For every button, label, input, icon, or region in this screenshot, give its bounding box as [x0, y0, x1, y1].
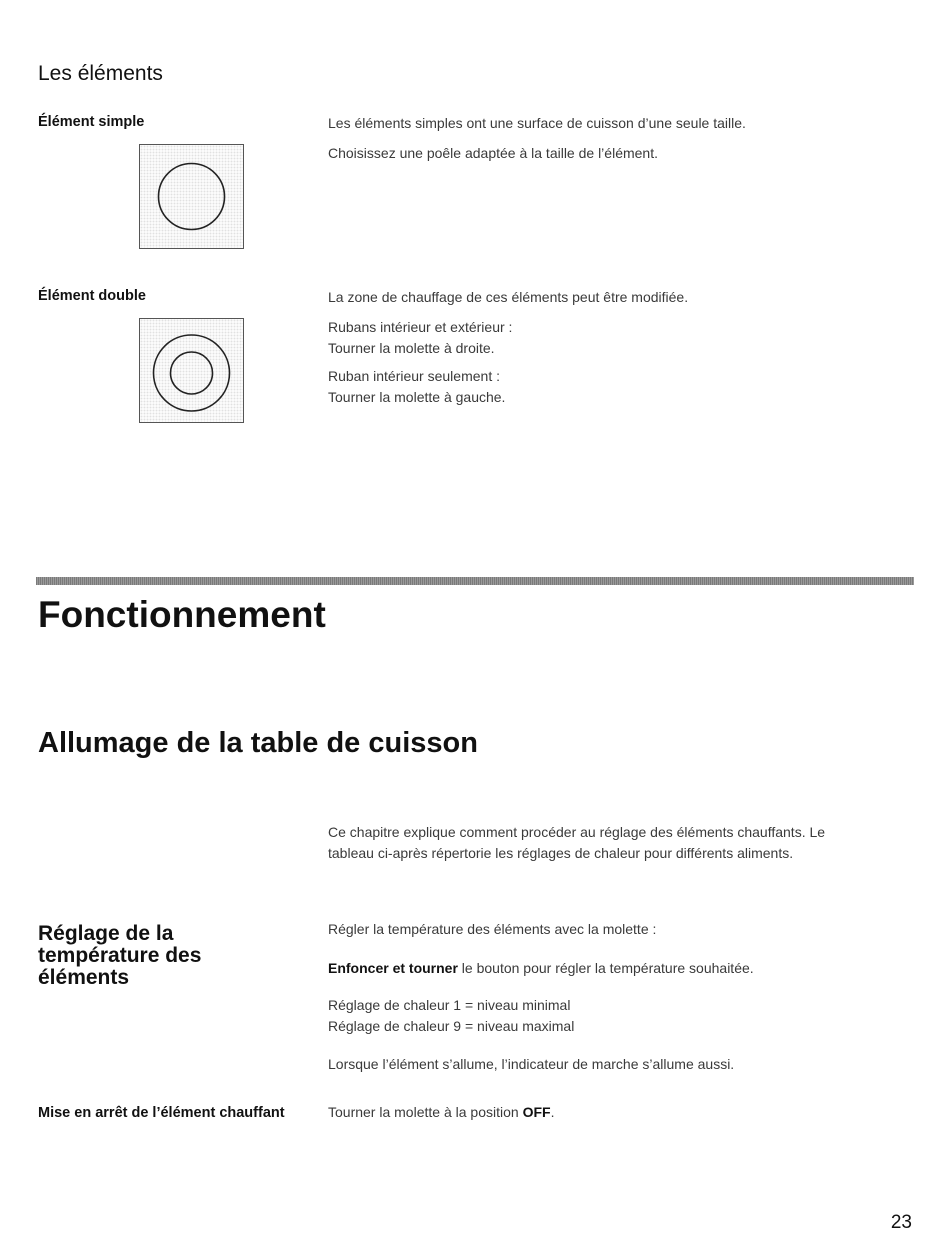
off-emphasis: OFF — [522, 1104, 551, 1120]
switch-off-label: Mise en arrêt de l’élément chauffant — [38, 1105, 285, 1121]
press-turn-emphasis: Enfoncer et tourner — [328, 960, 458, 976]
chapter-divider — [36, 577, 914, 585]
temperature-instructions — [328, 919, 918, 1075]
simple-line-2: Choisissez une poêle adaptée à la taille de l’élément. — [328, 145, 658, 161]
double-inner-ring-2: Tourner la molette à gauche. — [328, 389, 506, 405]
intro-line-1: Ce chapitre explique comment procéder au réglage des éléments chauffants. Le — [328, 824, 826, 840]
double-element-figure — [139, 318, 244, 423]
double-element-description — [328, 287, 908, 408]
switch-off-description — [328, 1102, 918, 1123]
double-ring-icon — [140, 319, 243, 422]
temperature-step-2 — [328, 958, 918, 979]
page-number: 23 — [890, 1212, 912, 1233]
double-both-rings-1: Rubans intérieur et extérieur : — [328, 319, 513, 335]
turn-on-intro — [328, 822, 918, 864]
label-double-element: Élément double — [38, 288, 146, 304]
simple-element-description — [328, 113, 908, 164]
switch-off-text-before: Tourner la molette à la position — [328, 1104, 523, 1120]
double-both-rings-2: Tourner la molette à droite. — [328, 340, 495, 356]
single-ring-icon — [140, 145, 243, 248]
simple-line-1: Les éléments simples ont une surface de cuisson d’une seule taille. — [328, 115, 746, 131]
intro-line-2: tableau ci-après répertorie les réglages de chaleur pour différents aliments. — [328, 845, 794, 861]
switch-off-text-after: . — [550, 1104, 555, 1120]
heat-level-max: Réglage de chaleur 9 = niveau maximal — [328, 1018, 575, 1034]
double-inner-ring-1: Ruban intérieur seulement : — [328, 368, 500, 384]
temperature-heading: Réglage de la température des éléments — [38, 922, 202, 989]
double-intro: La zone de chauffage de ces éléments peut être modifiée. — [328, 289, 689, 305]
label-simple-element: Élément simple — [38, 114, 145, 130]
topic-title: Allumage de la table de cuisson — [38, 727, 478, 759]
section-heading-elements: Les éléments — [38, 62, 163, 85]
heat-level-min: Réglage de chaleur 1 = niveau minimal — [328, 997, 571, 1013]
simple-element-figure — [139, 144, 244, 249]
switch-off-text — [328, 1102, 918, 1123]
chapter-title: Fonctionnement — [38, 594, 326, 635]
temperature-step-1: Régler la température des éléments avec la molette : — [328, 921, 657, 937]
press-turn-rest: le bouton pour régler la température souhaitée. — [457, 960, 754, 976]
indicator-note: Lorsque l’élément s’allume, l’indicateur de marche s’allume aussi. — [328, 1056, 735, 1072]
